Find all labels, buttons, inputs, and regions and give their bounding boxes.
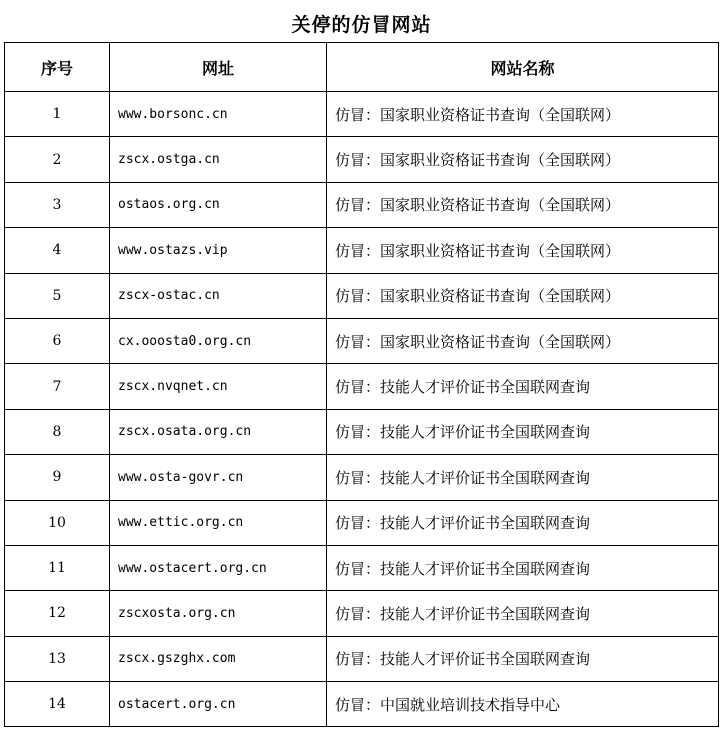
row-index: 10 [5,500,110,545]
row-index: 6 [5,318,110,363]
row-url: ostaos.org.cn [110,182,327,227]
row-index: 5 [5,273,110,318]
table-row [5,545,719,590]
row-site-name: 仿冒：技能人才评价证书全国联网查询 [327,409,719,454]
row-url: zscx.ostga.cn [110,137,327,182]
row-url: www.ostacert.org.cn [110,545,327,590]
row-site-name: 仿冒：国家职业资格证书查询（全国联网） [327,137,719,182]
row-url: zscx.gszghx.com [110,636,327,681]
table-row [5,318,719,363]
table-row [5,409,719,454]
table-row [5,137,719,182]
row-url: zscx.nvqnet.cn [110,364,327,409]
row-url: zscxosta.org.cn [110,591,327,636]
row-url: www.ostazs.vip [110,228,327,273]
table-row [5,273,719,318]
header-index: 序号 [5,43,110,92]
row-index: 4 [5,228,110,273]
row-index: 14 [5,682,110,727]
row-index: 3 [5,182,110,227]
row-site-name: 仿冒：国家职业资格证书查询（全国联网） [327,228,719,273]
table-header-row [5,43,719,92]
table-row [5,500,719,545]
table-row [5,682,719,727]
row-url: ostacert.org.cn [110,682,327,727]
row-index: 13 [5,636,110,681]
row-url: cx.ooosta0.org.cn [110,318,327,363]
row-index: 11 [5,545,110,590]
fake-sites-table [4,42,719,727]
row-site-name: 仿冒：中国就业培训技术指导中心 [327,682,719,727]
table-row [5,636,719,681]
row-index: 12 [5,591,110,636]
row-index: 9 [5,455,110,500]
row-site-name: 仿冒：技能人才评价证书全国联网查询 [327,364,719,409]
row-url: www.osta-govr.cn [110,455,327,500]
row-index: 1 [5,92,110,137]
row-url: www.borsonc.cn [110,92,327,137]
table-row [5,364,719,409]
row-site-name: 仿冒：国家职业资格证书查询（全国联网） [327,182,719,227]
row-site-name: 仿冒：国家职业资格证书查询（全国联网） [327,92,719,137]
row-index: 8 [5,409,110,454]
row-index: 2 [5,137,110,182]
header-url: 网址 [110,43,327,92]
row-site-name: 仿冒：国家职业资格证书查询（全国联网） [327,273,719,318]
row-site-name: 仿冒：国家职业资格证书查询（全国联网） [327,318,719,363]
row-index: 7 [5,364,110,409]
table-row [5,182,719,227]
header-site-name: 网站名称 [327,43,719,92]
row-site-name: 仿冒：技能人才评价证书全国联网查询 [327,500,719,545]
row-url: www.ettic.org.cn [110,500,327,545]
page-title: 关停的仿冒网站 [291,14,432,36]
table-row [5,455,719,500]
table-row [5,228,719,273]
table-row [5,591,719,636]
row-site-name: 仿冒：技能人才评价证书全国联网查询 [327,591,719,636]
table-row [5,92,719,137]
row-url: zscx.osata.org.cn [110,409,327,454]
row-site-name: 仿冒：技能人才评价证书全国联网查询 [327,455,719,500]
row-url: zscx-ostac.cn [110,273,327,318]
row-site-name: 仿冒：技能人才评价证书全国联网查询 [327,636,719,681]
row-site-name: 仿冒：技能人才评价证书全国联网查询 [327,545,719,590]
